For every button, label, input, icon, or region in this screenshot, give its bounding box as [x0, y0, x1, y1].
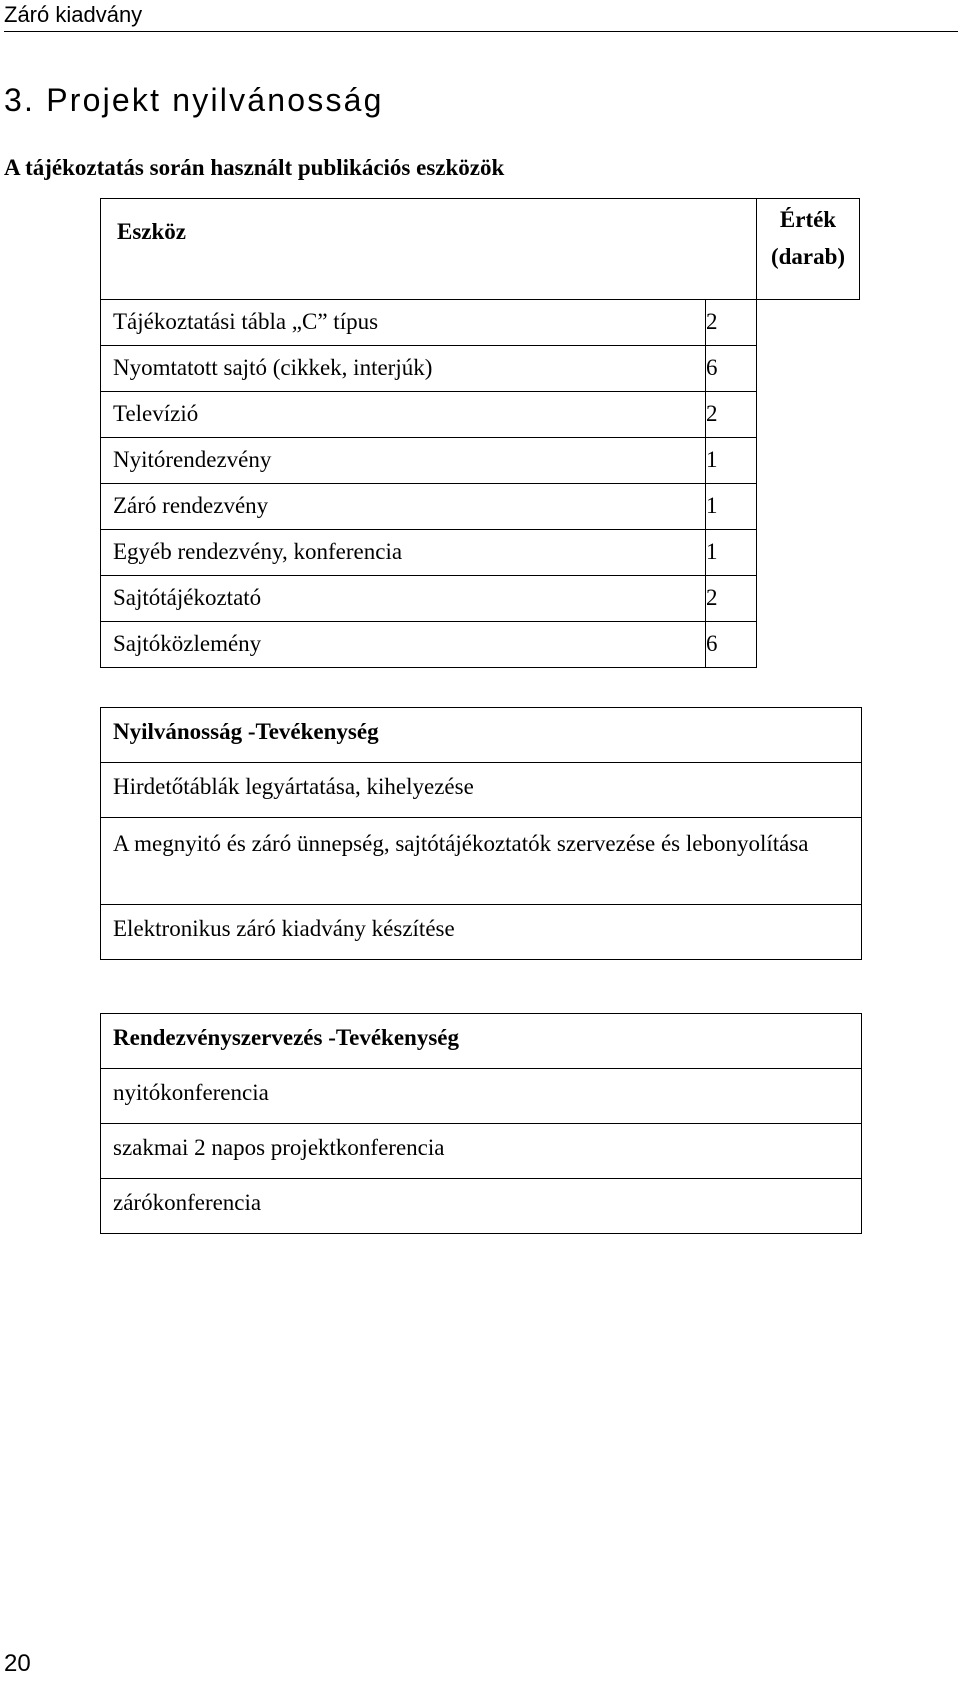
- table-row: [101, 763, 862, 818]
- activity-cell: Elektronikus záró kiadvány készítése: [101, 905, 862, 960]
- tool-name: Záró rendezvény: [101, 484, 706, 530]
- tool-value: 1: [706, 438, 757, 484]
- tool-name: Televízió: [101, 392, 706, 438]
- tool-value: 1: [706, 530, 757, 576]
- table-row: [101, 708, 862, 763]
- table-row: [101, 438, 860, 484]
- tool-name: Tájékoztatási tábla „C” típus: [101, 300, 706, 346]
- tools-header-tool: Eszköz: [101, 199, 757, 300]
- tools-header-value-line2: (darab): [770, 244, 846, 269]
- table-row: [101, 392, 860, 438]
- section-number: 3.: [4, 82, 36, 118]
- tool-name: Sajtótájékoztató: [101, 576, 706, 622]
- tool-name: Nyitórendezvény: [101, 438, 706, 484]
- table-row: [101, 576, 860, 622]
- tool-value: 6: [706, 622, 757, 668]
- activity-cell: nyitókonferencia: [101, 1069, 862, 1124]
- tool-value: 1: [706, 484, 757, 530]
- table-row: [101, 484, 860, 530]
- events-table-header: Rendezvényszervezés -Tevékenység: [101, 1014, 862, 1069]
- tool-name: Egyéb rendezvény, konferencia: [101, 530, 706, 576]
- section-title: Projekt nyilvánosság: [46, 82, 384, 118]
- table-row: [101, 1124, 862, 1179]
- activity-cell: Hirdetőtáblák legyártatása, kihelyezése: [101, 763, 862, 818]
- table-row: [101, 346, 860, 392]
- tool-value: 2: [706, 576, 757, 622]
- activity-cell: A megnyitó és záró ünnepség, sajtótájékoztatók szervezése és lebonyolítása: [101, 818, 862, 905]
- tools-subheading: A tájékoztatás során használt publikációs eszközök: [4, 155, 505, 180]
- tools-header-value: [757, 199, 860, 300]
- tool-value: 2: [706, 392, 757, 438]
- tool-name: Nyomtatott sajtó (cikkek, interjúk): [101, 346, 706, 392]
- running-header: Záró kiadvány: [4, 2, 143, 27]
- page-number: 20: [4, 1650, 31, 1677]
- table-row: [101, 905, 862, 960]
- table-row: [101, 622, 860, 668]
- table-row: [101, 1014, 862, 1069]
- publicity-table-header: Nyilvánosság -Tevékenység: [101, 708, 862, 763]
- table-row: [101, 1069, 862, 1124]
- tool-value: 2: [706, 300, 757, 346]
- publicity-activity-table: [100, 707, 862, 960]
- table-row: [101, 1179, 862, 1234]
- events-activity-table: [100, 1013, 862, 1234]
- tool-name: Sajtóközlemény: [101, 622, 706, 668]
- section-heading: [4, 82, 384, 119]
- table-row: [101, 300, 860, 346]
- activity-cell: szakmai 2 napos projektkonferencia: [101, 1124, 862, 1179]
- header-divider: [4, 31, 958, 32]
- tools-table: [100, 198, 860, 668]
- activity-cell: zárókonferencia: [101, 1179, 862, 1234]
- tools-table-header-row: [101, 199, 860, 300]
- tools-header-value-line1: Érték: [779, 207, 837, 232]
- table-row: [101, 818, 862, 905]
- tool-value: 6: [706, 346, 757, 392]
- table-row: [101, 530, 860, 576]
